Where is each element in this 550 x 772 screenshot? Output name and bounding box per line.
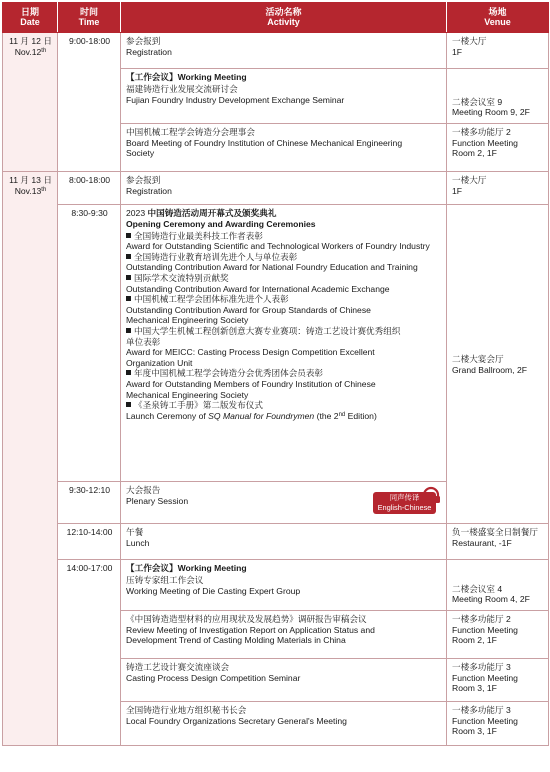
- bullet-icon: [126, 370, 131, 375]
- time-cell: 12:10-14:00: [58, 524, 121, 560]
- activity-lunch: 午餐 Lunch: [121, 524, 447, 560]
- activity-opening-ceremony: 2023 中国铸造活动周开幕式及颁奖典礼 Opening Ceremony and Awarding Ceremonies 全国铸造行业最美科技工作者表彰 Award for Outstanding Scientific and Technological Workers of Foundry Industry 全国铸造行业教育培训先进个人与单位表彰 Outstanding Contribution Award for National Foundry Education and Training 国际学术交流特别贡献奖 Outstanding Contribution Award for International Academic Exchange 中国机械工程学会团体标准先进个人表彰 Outstanding Contribution Award for Group Standards of Chinese Mechanical Engineering Society 中国大学生机械工程创新创意大赛专业赛项：铸造工艺设计赛优秀组织 单位表彰 Award for MEICC: Casting Process Design Competition Excellent Organization Unit 年度中国机械工程学会铸造分会优秀团体会员表彰 Award for Outstanding Members of Foundry Institution of Chinese Mechanical Engineering Society 《圣泉铸工手册》第二版发布仪式 Launch Ceremony of SQ Manual for Foundrymen (the 2nd Edition): [121, 205, 447, 482]
- ceremony-title-cn: 2023 中国铸造活动周开幕式及颁奖典礼: [126, 208, 277, 218]
- venue-cell: 一楼多功能厅 2 Function Meeting Room 2, 1F: [447, 611, 549, 659]
- activity-diecasting-meeting: 【工作会议】Working Meeting 压铸专家组工作会议 Working Meeting of Die Casting Expert Group: [121, 560, 447, 611]
- date-cn: 11 月 13 日: [9, 175, 52, 185]
- bullet-icon: [126, 275, 131, 280]
- table-row: [3, 560, 549, 611]
- table-row: [3, 172, 549, 205]
- time-cell: 9:00-18:00: [58, 33, 121, 172]
- activity-working-meeting: 【工作会议】Working Meeting 福建铸造行业发展交流研讨会 Fujian Foundry Industry Development Exchange Seminar: [121, 69, 447, 124]
- ceremony-title-en: Opening Ceremony and Awarding Ceremonies: [126, 218, 316, 229]
- launch-ceremony-en: Launch Ceremony of SQ Manual for Foundrymen (the 2nd Edition): [126, 410, 377, 421]
- time-cell: 8:30-9:30: [58, 205, 121, 482]
- schedule-table: [2, 2, 549, 746]
- activity-competition-seminar: 铸造工艺设计赛交流座谈会 Casting Process Design Competition Seminar: [121, 659, 447, 702]
- table-header-row: [3, 2, 549, 33]
- table-row: [3, 205, 549, 482]
- header-venue: 场地 Venue: [447, 2, 549, 33]
- award-item: 中国大学生机械工程创新创意大赛专业赛项：铸造工艺设计赛优秀组织: [126, 326, 442, 337]
- award-item: 《圣泉铸工手册》第二版发布仪式: [126, 400, 442, 411]
- time-cell: 9:30-12:10: [58, 482, 121, 524]
- table-row: [3, 524, 549, 560]
- activity-secretary-meeting: 全国铸造行业地方组织秘书长会 Local Foundry Organizations Secretary General's Meeting: [121, 702, 447, 746]
- award-item: 中国机械工程学会团体标准先进个人表彰: [126, 294, 442, 305]
- venue-cell: 一楼多功能厅 3 Function Meeting Room 3, 1F: [447, 702, 549, 746]
- headphones-icon: [421, 486, 441, 504]
- date-cell-nov12: [3, 33, 58, 172]
- bullet-icon: [126, 402, 131, 407]
- bullet-icon: [126, 233, 131, 238]
- activity-plenary-session: 大会报告 Plenary Session 同声传译 English-Chinese: [121, 482, 447, 524]
- venue-cell: 一楼大厅 1F: [447, 33, 549, 69]
- venue-cell: 二楼会议室 9 Meeting Room 9, 2F: [447, 69, 549, 124]
- activity-review-meeting: 《中国铸造造型材料的应用现状及发展趋势》调研报告审稿会议 Review Meeting of Investigation Report on Application Status and Development Trend of Casting Molding Materials in China: [121, 611, 447, 659]
- venue-cell: 负一楼盛宴全日制餐厅 Restaurant, -1F: [447, 524, 549, 560]
- interpretation-badge: 同声传译 English-Chinese: [373, 486, 436, 514]
- date-en: Nov.13th: [14, 185, 47, 196]
- award-item: 年度中国机械工程学会铸造分会优秀团体会员表彰: [126, 368, 442, 379]
- bullet-icon: [126, 254, 131, 259]
- activity-board-meeting: 中国机械工程学会铸造分会理事会 Board Meeting of Foundry Institution of Chinese Mechanical Engineering Society: [121, 124, 447, 172]
- header-date: 日期 Date: [3, 2, 58, 33]
- activity-registration: 参会报到 Registration: [121, 33, 447, 69]
- award-item: 全国铸造行业教育培训先进个人与单位表彰: [126, 252, 442, 263]
- date-cn: 11 月 12 日: [9, 36, 52, 46]
- time-cell: 14:00-17:00: [58, 560, 121, 746]
- header-activity: 活动名称 Activity: [121, 2, 447, 33]
- venue-cell: 二楼会议室 4 Meeting Room 4, 2F: [447, 560, 549, 611]
- award-item: 全国铸造行业最美科技工作者表彰: [126, 231, 442, 242]
- date-en: Nov.12th: [14, 46, 47, 57]
- venue-cell: 一楼多功能厅 2 Function Meeting Room 2, 1F: [447, 124, 549, 172]
- header-time: 时间 Time: [58, 2, 121, 33]
- activity-registration: 参会报到 Registration: [121, 172, 447, 205]
- venue-cell: 二楼大宴会厅 Grand Ballroom, 2F: [447, 205, 549, 524]
- bullet-icon: [126, 328, 131, 333]
- venue-cell: 一楼大厅 1F: [447, 172, 549, 205]
- venue-cell: 一楼多功能厅 3 Function Meeting Room 3, 1F: [447, 659, 549, 702]
- date-cell-nov13: [3, 172, 58, 746]
- time-cell: 8:00-18:00: [58, 172, 121, 205]
- award-item: 国际学术交流特别贡献奖: [126, 273, 442, 284]
- bullet-icon: [126, 296, 131, 301]
- table-row: [3, 33, 549, 69]
